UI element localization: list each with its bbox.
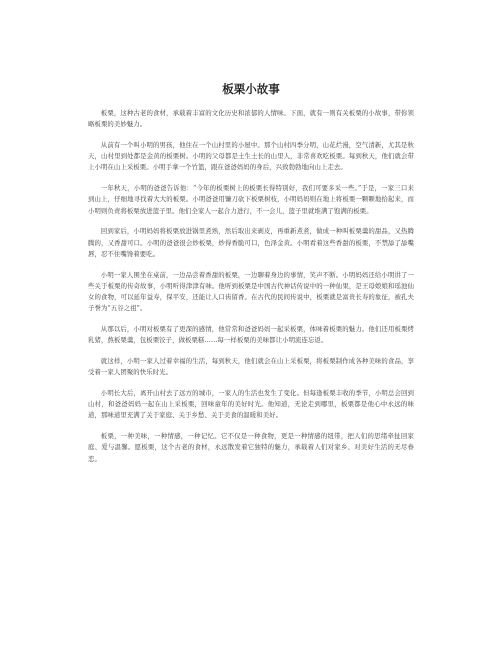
document-title: 板栗小故事 (222, 82, 280, 96)
paragraph-intro: 板栗，这种古老的食材，承载着丰富的文化历史和浓郁的人情味。下面，就有一则有关板栗的小故事，带你领略板栗的美妙魅力。 (88, 109, 414, 129)
paragraph-legend: 小明一家人围坐在桌前，一边品尝着香甜的板栗，一边聊着身边的事情，笑声不断。小明妈妈还给小明讲了一些关于板栗的传奇故事，小明听得津津有味。他听到板栗是中国古代神话传说中的一种仙果，是王母娘娘和瑶池仙女的食物，可以延年益寿，保平安，还能让人口齿留香。在古代的民间传说中，板栗就是富贵长寿的象征，被孔夫子誉为“五谷之祖”。 (88, 270, 414, 313)
paragraph-dishes: 从那以后，小明对板栗有了更深的感情，他常常和爸爸妈妈一起采板栗，体味着板栗的魅力。他们还用板栗烤乳猪，熬板栗羹，包板栗饺子，做板栗糕……每一样板栗的美味都让小明流连忘返。 (88, 325, 414, 345)
paragraph-happy-life: 就这样，小明一家人过着幸福的生活，每到秋天，他们就会在山上采板栗，将板栗制作成各种美味的食品，享受着一家人团聚的快乐时光。 (88, 357, 414, 377)
paragraph-grown-up: 小明长大后，离开山村去了远方的城市，一家人的生活也发生了变化。但每逢板栗丰收的季节，小明总会回到山村，和爸爸妈妈一起在山上采板栗，回味童年的美好时光。他知道，无论走到哪里，板栗都是他心中永远的味道，那味道里充满了关于家庭、关于乡愁、关于美食的温暖和美好。 (88, 389, 414, 420)
paragraph-village: 从前有一个叫小明的男孩，他住在一个山村里的小屋中。那个山村四季分明，山花烂漫，空气清新，尤其是秋天，山村里到处都是金黄的板栗树。小明的父母都是土生土长的山里人，非常喜欢吃板栗。每到秋天，他们就会带上小明在山上采板栗。小明手拿一个竹篮，跟在爸爸妈妈的身后，兴致勃勃地向山上走去。 (88, 141, 414, 172)
paragraph-conclusion: 板栗，一种美味，一种情感，一种记忆。它不仅是一种食物，更是一种情感的纽带，把人们的思绪牵扯回家庭、爱与温馨。愿板栗，这个古老的食材，永远散发着它独特的魅力，承载着人们对家乡、对美好生活的无尽眷恋。 (88, 432, 414, 463)
paragraph-cooking: 回到家后，小明妈妈将板栗放进锅里煮熟，然后取出来剥皮，再重新煮煮，做成一种叫板栗羹的甜品，又热腾腾的，又香甜可口。小明的爸爸很会炒板栗，炒得香脆可口，色泽金黄。小明看着这些香甜的板栗，不禁舔了舔嘴唇，忍不住嘴馋着要吃。 (88, 227, 414, 258)
paragraph-harvest: 一年秋天，小明的爸爸告诉他：“今年的板栗树上的板栗长得特别好，我们可要多采一些。”于是，一家三口来到山上，仔细地寻找着大大的板栗。小明爸爸用镰刀砍下板栗树枝，小明妈妈则在地上将板栗一颗颗地拾起来，而小明则负责将板栗放进篮子里。他们全家人一起合力进行，不一会儿，篮子里就堆满了饱满的板栗。 (88, 184, 414, 215)
